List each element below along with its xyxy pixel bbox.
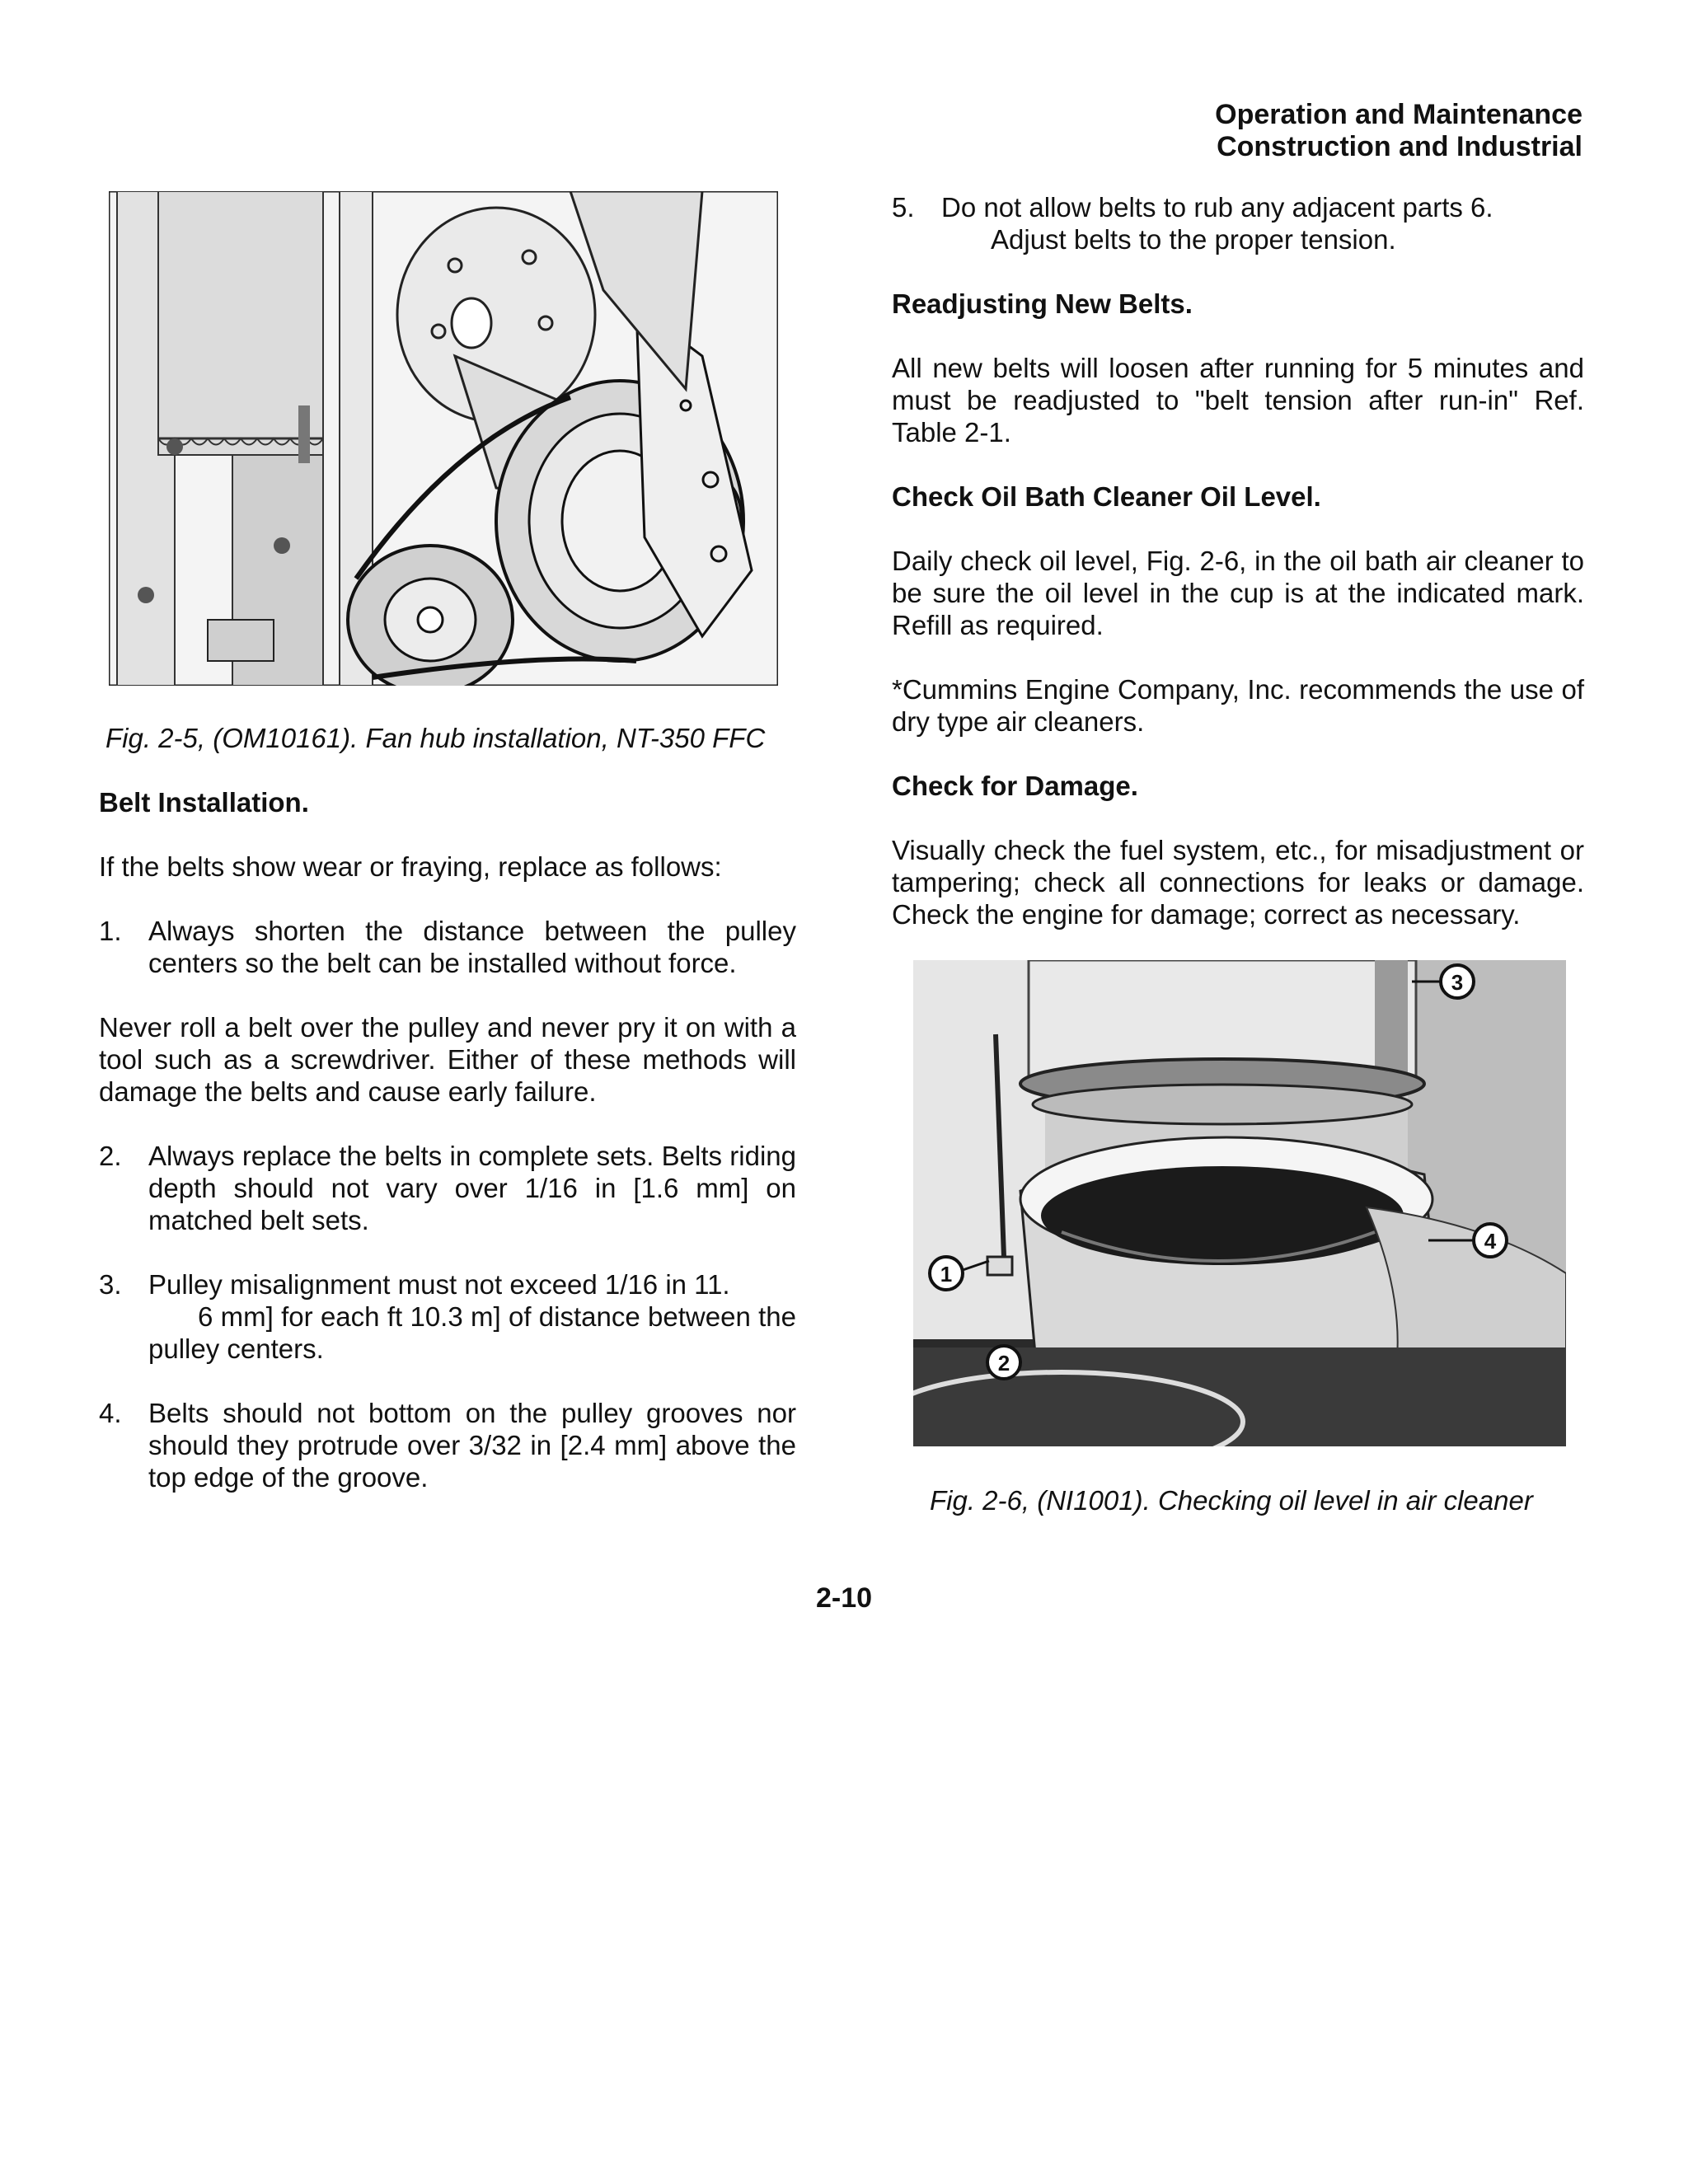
fig-2-5-caption: Fig. 2-5, (OM10161). Fan hub installation, NT-350 FFC bbox=[106, 723, 766, 753]
list-item-5 bbox=[892, 191, 1584, 255]
list-text: Always replace the belts in complete sets. Belts riding depth should not vary over 1/16 in [1.6 mm] on matched belt sets. bbox=[148, 1141, 796, 1235]
list-item-2 bbox=[99, 1140, 796, 1236]
readjusting-paragraph: All new belts will loosen after running for 5 minutes and must be readjusted to "belt tension after run-in" Ref. Table 2-1. bbox=[892, 353, 1584, 448]
svg-text:1: 1 bbox=[940, 1262, 953, 1286]
header-line-2: Construction and Industrial bbox=[1217, 131, 1582, 162]
air-cleaner-photo bbox=[913, 960, 1566, 1446]
list-item-4 bbox=[99, 1397, 796, 1493]
left-column bbox=[99, 191, 796, 1526]
cummins-note: *Cummins Engine Company, Inc. recommends the use of dry type air cleaners. bbox=[892, 674, 1584, 737]
list-number: 4. bbox=[99, 1398, 122, 1428]
list-item-3 bbox=[99, 1268, 796, 1365]
belt-installation-heading: Belt Installation. bbox=[99, 787, 309, 818]
running-header bbox=[841, 99, 1582, 163]
oil-level-paragraph: Daily check oil level, Fig. 2-6, in the oil bath air cleaner to be sure the oil level in the cup is at the indicated mark. Refill as required. bbox=[892, 546, 1584, 640]
belt-intro-paragraph: If the belts show wear or fraying, replace as follows: bbox=[99, 851, 722, 882]
header-line-1: Operation and Maintenance bbox=[1215, 99, 1582, 130]
fig-2-6-caption: Fig. 2-6, (NI1001). Checking oil level in air cleaner bbox=[930, 1485, 1533, 1516]
page-number: 2-10 bbox=[815, 1582, 873, 1614]
svg-text:2: 2 bbox=[997, 1351, 1010, 1376]
damage-heading: Check for Damage. bbox=[892, 771, 1138, 801]
list-item-1 bbox=[99, 915, 796, 979]
right-column bbox=[892, 191, 1584, 1549]
list-text: Always shorten the distance between the pulley centers so the belt can be installed without force. bbox=[148, 916, 796, 978]
list-text: Belts should not bottom on the pulley grooves nor should they protrude over 3/32 in [2.4 mm] above the top edge of the groove. bbox=[148, 1398, 796, 1493]
oil-level-heading: Check Oil Bath Cleaner Oil Level. bbox=[892, 481, 1321, 512]
svg-text:4: 4 bbox=[1484, 1229, 1497, 1254]
callout-2 bbox=[987, 1346, 1020, 1379]
svg-text:3: 3 bbox=[1451, 970, 1464, 995]
list-number: 1. bbox=[99, 916, 122, 946]
list-text: Do not allow belts to rub any adjacent parts 6. bbox=[941, 192, 1493, 223]
list-text-continued: 6 mm] for each ft 10.3 m] of distance between the pulley centers. bbox=[148, 1301, 796, 1364]
list-text: Pulley misalignment must not exceed 1/16 in 11. bbox=[148, 1269, 730, 1300]
readjusting-heading: Readjusting New Belts. bbox=[892, 288, 1193, 319]
never-roll-paragraph: Never roll a belt over the pulley and never pry it on with a tool such as a screwdriver. Either of these methods will damage the belts and cause early failure. bbox=[99, 1012, 796, 1107]
damage-paragraph: Visually check the fuel system, etc., for misadjustment or tampering; check all connections for leaks or damage. Check the engine for damage; correct as necessary. bbox=[892, 835, 1584, 930]
list-number: 2. bbox=[99, 1141, 122, 1171]
list-number: 3. bbox=[99, 1269, 122, 1300]
list-number: 5. bbox=[892, 192, 915, 223]
fan-hub-illustration bbox=[109, 191, 778, 686]
list-text-continued: Adjust belts to the proper tension. bbox=[991, 224, 1396, 255]
